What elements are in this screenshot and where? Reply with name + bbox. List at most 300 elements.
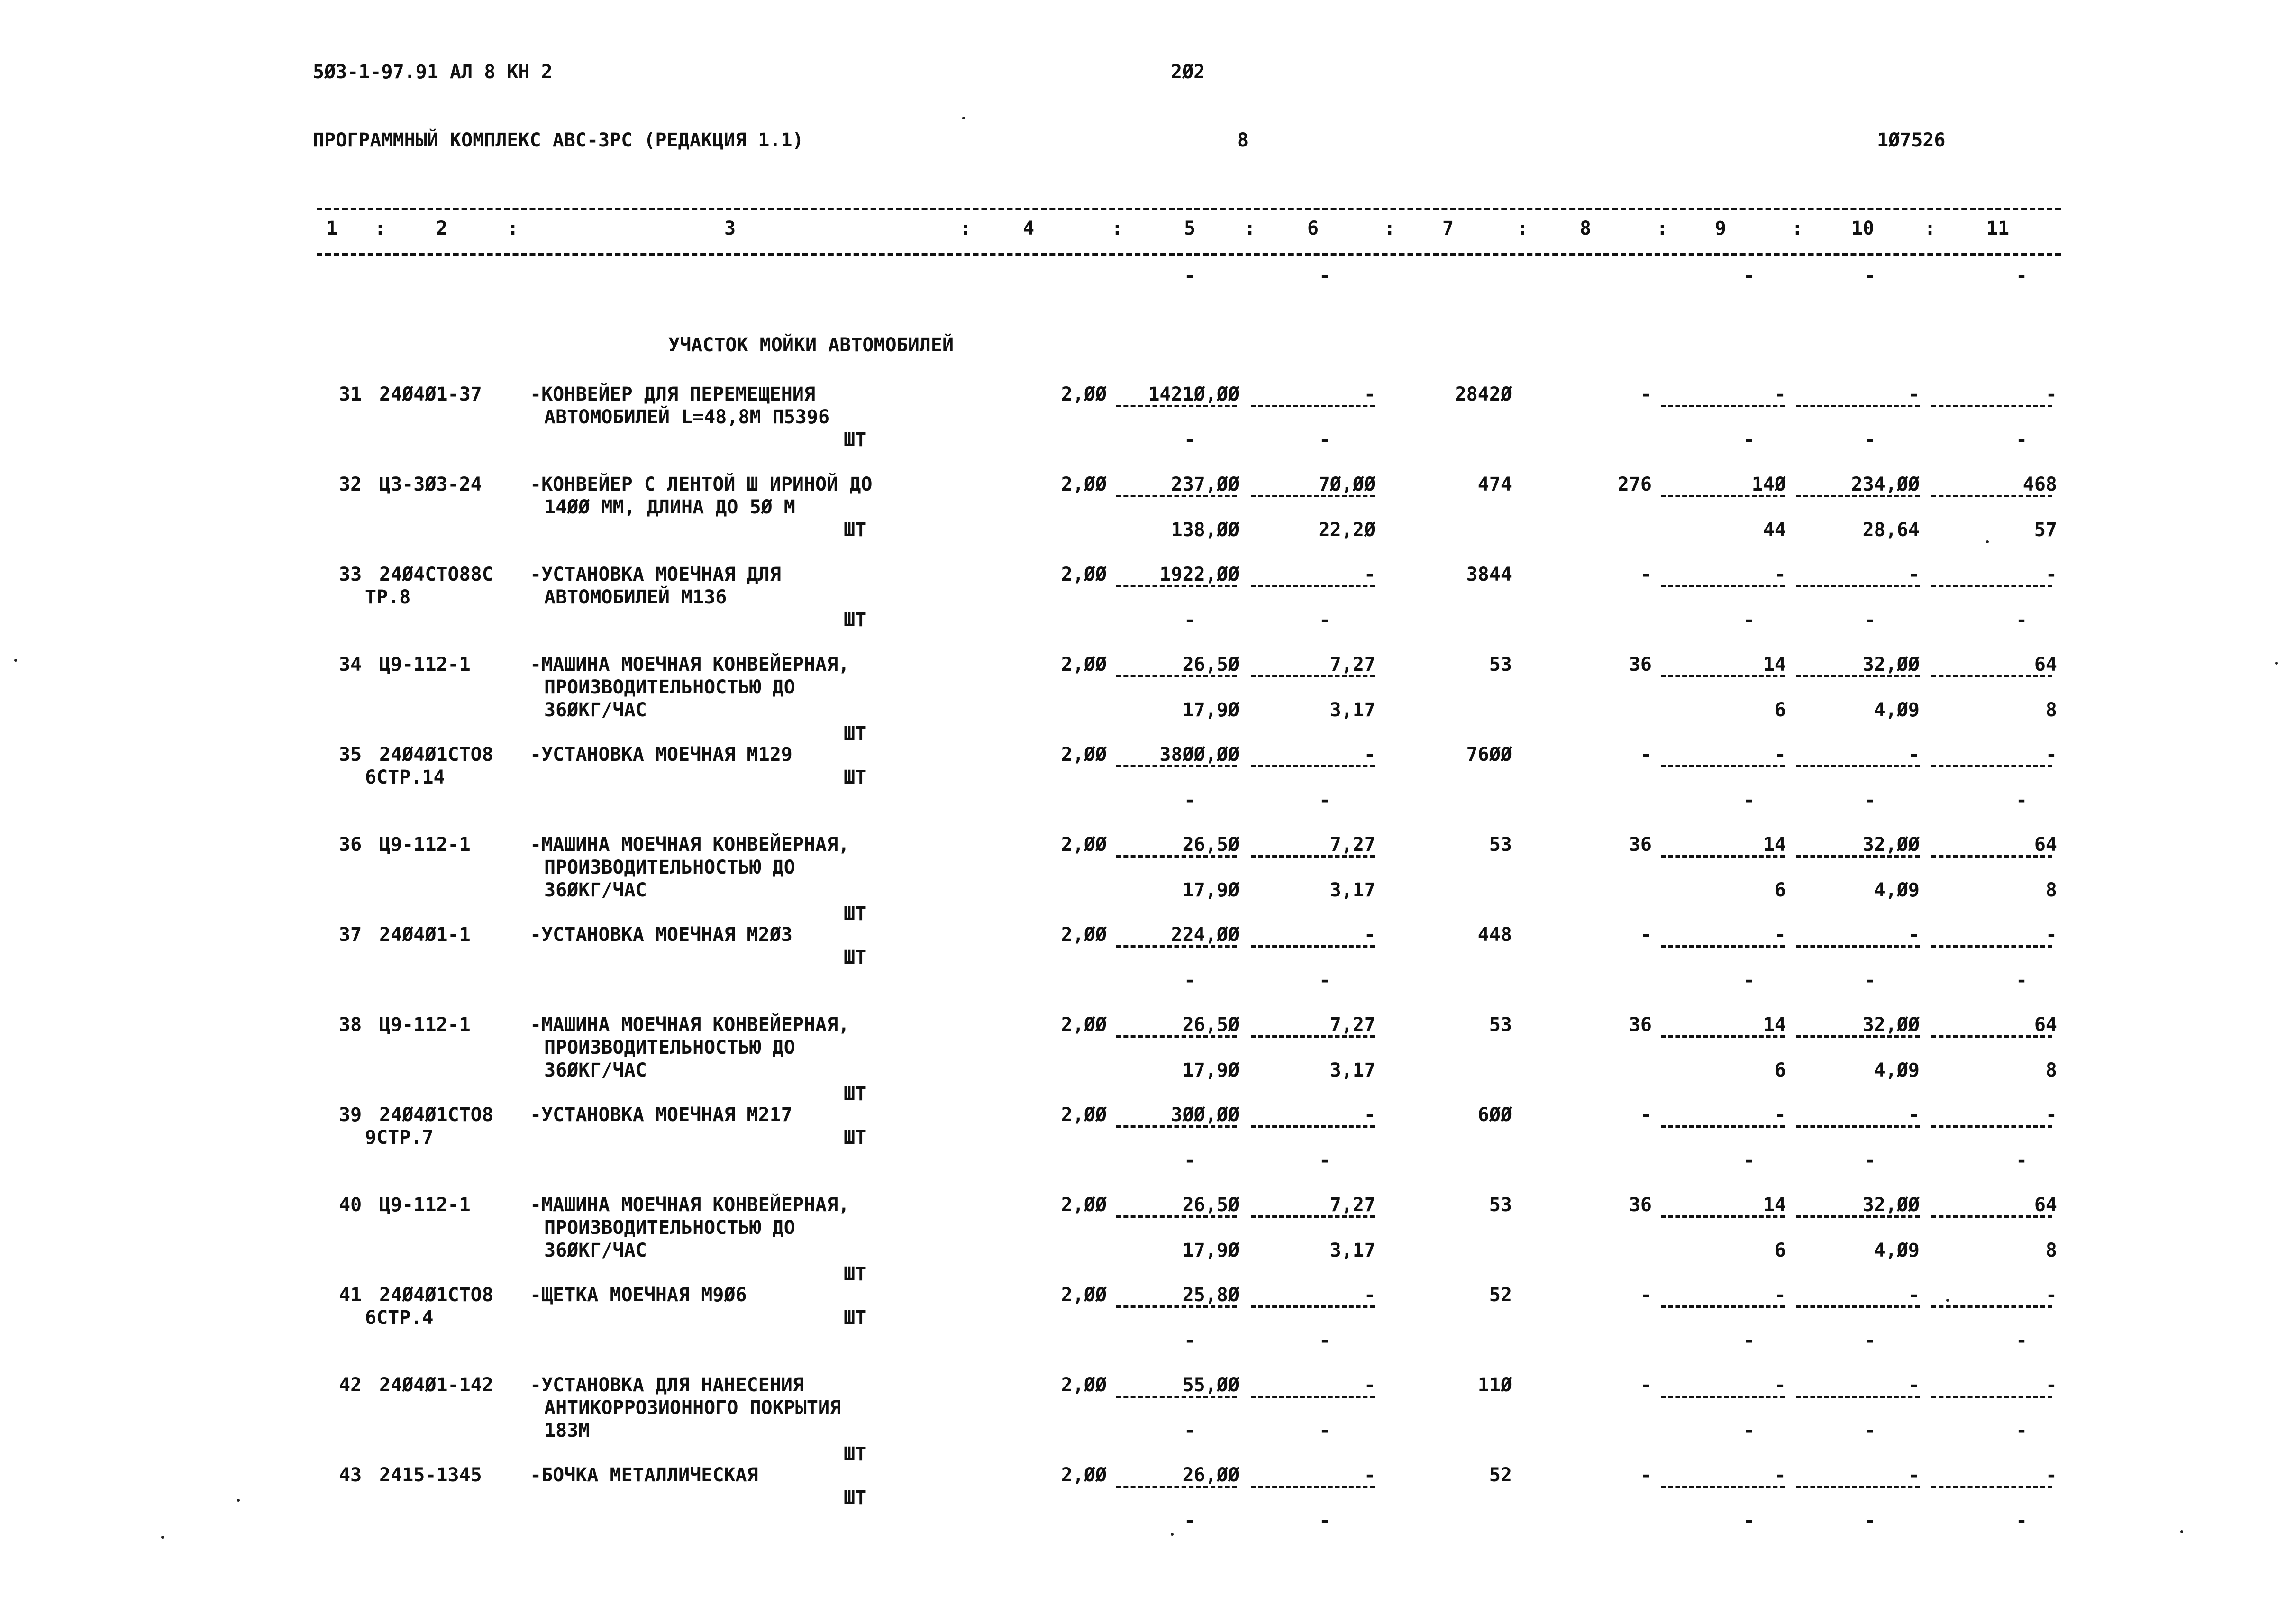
machine-cost: - (1774, 383, 1786, 405)
resource-code: Ц3-3Ø3-24 (379, 474, 482, 495)
page-number: 2Ø2 (1171, 61, 1205, 83)
total-wages: - (1640, 924, 1652, 946)
labor-total: - (2045, 744, 2057, 766)
column-header-10: 10 (1851, 218, 1875, 239)
cell-separator (1796, 1305, 1920, 1308)
wage-price: 7,27 (1330, 1014, 1375, 1036)
labor-total-part: 8 (2045, 1240, 2057, 1261)
unit-price-part: 17,9Ø (1182, 1240, 1239, 1261)
cell-separator (1931, 945, 2052, 948)
labor-unit-part: 28,64 (1862, 519, 1920, 541)
labor-total: - (2045, 1374, 2057, 1396)
labor-total: 64 (2034, 1194, 2057, 1216)
column-separator: : (1517, 218, 1529, 239)
header-mark: - (1743, 265, 1755, 287)
unit: ШТ (844, 1487, 867, 1509)
column-header-6: 6 (1307, 218, 1319, 239)
item-description: -УСТАНОВКА МОЕЧНАЯ М129 (530, 744, 792, 766)
cell-separator (1931, 585, 2052, 587)
cell-separator (1931, 1305, 2052, 1308)
labor-total-part: - (2015, 429, 2028, 451)
machine-cost: - (1774, 1374, 1786, 1396)
labor-unit: 32,ØØ (1862, 654, 1920, 675)
resource-code: 24Ø4Ø1-142 (379, 1374, 493, 1396)
labor-unit: - (1908, 1464, 1920, 1486)
wage-price: 7,27 (1330, 1194, 1375, 1216)
item-description: -УСТАНОВКА ДЛЯ НАНЕСЕНИЯ (530, 1374, 804, 1396)
wage-part: - (1319, 1420, 1331, 1442)
cell-separator (1931, 495, 2052, 497)
labor-total: - (2045, 1284, 2057, 1306)
cell-separator (1661, 1125, 1785, 1128)
unit-price-part: 17,9Ø (1182, 1059, 1239, 1081)
unit: ШТ (844, 1083, 867, 1105)
labor-unit-part: - (1864, 1510, 1876, 1532)
resource-code: Ц9-112-1 (379, 1194, 471, 1216)
cell-separator (1116, 1486, 1237, 1488)
labor-total-part: 57 (2034, 519, 2057, 541)
cell-separator (1251, 1215, 1375, 1218)
cell-separator (1931, 1486, 2052, 1488)
quantity: 2,ØØ (1061, 1464, 1107, 1486)
column-separator: : (507, 218, 519, 239)
wage-price: 7Ø,ØØ (1318, 474, 1375, 495)
wage-price: - (1364, 744, 1375, 766)
unit-price: 26,5Ø (1182, 1194, 1239, 1216)
column-header-5: 5 (1184, 218, 1196, 239)
row-number: 34 (339, 654, 362, 675)
wage-part: - (1319, 429, 1331, 451)
cell-separator (1661, 945, 1785, 948)
unit-price: 237,ØØ (1171, 474, 1239, 495)
cell-separator (1931, 1035, 2052, 1038)
cell-separator (1796, 1215, 1920, 1218)
labor-unit: 32,ØØ (1862, 834, 1920, 856)
column-header-7: 7 (1442, 218, 1454, 239)
cell-separator (1251, 1396, 1375, 1398)
wage-part: 3,17 (1330, 1059, 1375, 1081)
machine-cost: - (1774, 1104, 1786, 1126)
machine-cost: 14Ø (1751, 474, 1786, 495)
machine-cost: 14 (1763, 1194, 1786, 1216)
labor-unit-part: - (1864, 1330, 1876, 1351)
labor-unit: - (1908, 1374, 1920, 1396)
machine-part: - (1743, 609, 1755, 631)
total-wages: - (1640, 1464, 1652, 1486)
unit-price: 224,ØØ (1171, 924, 1239, 946)
quantity: 2,ØØ (1061, 474, 1107, 495)
labor-unit: - (1908, 383, 1920, 405)
unit-price-part: - (1184, 1330, 1196, 1351)
labor-total: - (2045, 1464, 2057, 1486)
wage-part: - (1319, 1150, 1331, 1171)
labor-unit-part: 4,Ø9 (1874, 1059, 1920, 1081)
item-description: ПРОИЗВОДИТЕЛЬНОСТЬЮ ДО (544, 676, 795, 698)
quantity: 2,ØØ (1061, 1194, 1107, 1216)
wage-price: - (1364, 1104, 1375, 1126)
machine-cost: - (1774, 924, 1786, 946)
total-cost: 6ØØ (1477, 1104, 1512, 1126)
total-wages: 36 (1629, 1194, 1652, 1216)
item-description: ПРОИЗВОДИТЕЛЬНОСТЬЮ ДО (544, 857, 795, 878)
cell-separator (1251, 585, 1375, 587)
item-description: 183М (544, 1420, 590, 1442)
unit-price-part: - (1184, 429, 1196, 451)
header-mark: - (1184, 265, 1196, 287)
unit: ШТ (844, 1307, 867, 1329)
cell-separator (1661, 1305, 1785, 1308)
quantity: 2,ØØ (1061, 924, 1107, 946)
unit-price-part: - (1184, 1150, 1196, 1171)
labor-unit-part: - (1864, 969, 1876, 991)
item-description: 36ØКГ/ЧАС (544, 699, 647, 721)
quantity: 2,ØØ (1061, 1374, 1107, 1396)
cell-separator (1251, 945, 1375, 948)
total-wages: - (1640, 744, 1652, 766)
cell-separator (1116, 855, 1237, 858)
cell-separator (1661, 765, 1785, 767)
row-number: 37 (339, 924, 362, 946)
unit: ШТ (844, 429, 867, 451)
cell-separator (1796, 405, 1920, 407)
machine-part: - (1743, 789, 1755, 811)
unit-price-part: 17,9Ø (1182, 699, 1239, 721)
column-header-2: 2 (436, 218, 448, 239)
row-number: 40 (339, 1194, 362, 1216)
total-cost: 11Ø (1477, 1374, 1512, 1396)
scan-speck (962, 117, 965, 119)
wage-price: 7,27 (1330, 834, 1375, 856)
cell-separator (1796, 1486, 1920, 1488)
labor-unit-part: - (1864, 789, 1876, 811)
cell-separator (1931, 675, 2052, 677)
column-header-3: 3 (724, 218, 736, 239)
cell-separator (1251, 1486, 1375, 1488)
cell-separator (1796, 495, 1920, 497)
column-header-8: 8 (1579, 218, 1592, 239)
cell-separator (1661, 1215, 1785, 1218)
cell-separator (1796, 765, 1920, 767)
cell-separator (1251, 1305, 1375, 1308)
machine-part: - (1743, 429, 1755, 451)
column-separator: : (1924, 218, 1936, 239)
unit-price: 26,5Ø (1182, 834, 1239, 856)
quantity: 2,ØØ (1061, 744, 1107, 766)
labor-unit-part: - (1864, 609, 1876, 631)
program-title: ПРОГРАММНЫЙ КОМПЛЕКС АВС-3РС (РЕДАКЦИЯ 1.1) (313, 129, 804, 151)
unit: ШТ (844, 1127, 867, 1149)
quantity: 2,ØØ (1061, 383, 1107, 405)
unit-price: 1421Ø,ØØ (1148, 383, 1239, 405)
scan-speck (1946, 1299, 1949, 1302)
total-cost: 53 (1489, 1194, 1512, 1216)
column-separator: : (1111, 218, 1123, 239)
item-description: ПРОИЗВОДИТЕЛЬНОСТЬЮ ДО (544, 1217, 795, 1239)
unit: ШТ (844, 609, 867, 631)
column-separator: : (1244, 218, 1256, 239)
quantity: 2,ØØ (1061, 564, 1107, 585)
labor-unit: - (1908, 1104, 1920, 1126)
cell-separator (1796, 945, 1920, 948)
resource-code: 24Ø4Ø1СТО8 (379, 744, 493, 766)
cell-separator (1116, 675, 1237, 677)
header-bottom-rule (317, 253, 2061, 256)
labor-total-part: 8 (2045, 1059, 2057, 1081)
labor-total-part: - (2015, 1150, 2028, 1171)
labor-total-part: - (2015, 789, 2028, 811)
unit: ШТ (844, 1443, 867, 1465)
unit: ШТ (844, 1263, 867, 1285)
resource-code: 9СТР.7 (365, 1127, 434, 1149)
wage-price: - (1364, 383, 1375, 405)
unit: ШТ (844, 519, 867, 541)
machine-part: 6 (1774, 879, 1786, 901)
quantity: 2,ØØ (1061, 1284, 1107, 1306)
machine-cost: - (1774, 564, 1786, 585)
section-title: УЧАСТОК МОЙКИ АВТОМОБИЛЕЙ (668, 334, 954, 356)
unit-price-part: 138,ØØ (1171, 519, 1239, 541)
machine-part: 6 (1774, 1240, 1786, 1261)
cell-separator (1116, 585, 1237, 587)
labor-unit: 32,ØØ (1862, 1194, 1920, 1216)
wage-part: 3,17 (1330, 699, 1375, 721)
cell-separator (1251, 855, 1375, 858)
cell-separator (1796, 675, 1920, 677)
cell-separator (1796, 855, 1920, 858)
cell-separator (1661, 585, 1785, 587)
cell-separator (1931, 765, 2052, 767)
labor-unit: - (1908, 1284, 1920, 1306)
cell-separator (1661, 1396, 1785, 1398)
unit-price-part: 17,9Ø (1182, 879, 1239, 901)
row-number: 36 (339, 834, 362, 856)
item-description: АВТОМОБИЛЕЙ М136 (544, 586, 727, 608)
unit: ШТ (844, 723, 867, 745)
item-description: -БОЧКА МЕТАЛЛИЧЕСКАЯ (530, 1464, 758, 1486)
labor-unit-part: 4,Ø9 (1874, 1240, 1920, 1261)
scan-speck (1986, 540, 1989, 543)
total-wages: - (1640, 564, 1652, 585)
total-cost: 2842Ø (1455, 383, 1512, 405)
row-number: 35 (339, 744, 362, 766)
resource-code: Ц9-112-1 (379, 834, 471, 856)
labor-unit: - (1908, 924, 1920, 946)
cell-separator (1796, 1035, 1920, 1038)
unit-price-part: - (1184, 789, 1196, 811)
scan-speck (14, 659, 17, 662)
resource-code: Ц9-112-1 (379, 1014, 471, 1036)
wage-part: - (1319, 789, 1331, 811)
total-cost: 52 (1489, 1464, 1512, 1486)
item-description: АНТИКОРРОЗИОННОГО ПОКРЫТИЯ (544, 1397, 841, 1419)
item-description: -УСТАНОВКА МОЕЧНАЯ М217 (530, 1104, 792, 1126)
total-cost: 53 (1489, 1014, 1512, 1036)
row-number: 38 (339, 1014, 362, 1036)
item-description: -МАШИНА МОЕЧНАЯ КОНВЕЙЕРНАЯ, (530, 1194, 850, 1216)
resource-code: 24Ø4Ø1СТО8 (379, 1284, 493, 1306)
column-separator: : (1657, 218, 1668, 239)
cell-separator (1661, 675, 1785, 677)
wage-price: - (1364, 1284, 1375, 1306)
item-description: -МАШИНА МОЕЧНАЯ КОНВЕЙЕРНАЯ, (530, 1014, 850, 1036)
item-description: -КОНВЕЙЕР С ЛЕНТОЙ Ш ИРИНОЙ ДО (530, 474, 873, 495)
total-wages: 36 (1629, 654, 1652, 675)
cell-separator (1796, 1125, 1920, 1128)
labor-total-part: - (2015, 1420, 2028, 1442)
header-mark: - (1864, 265, 1876, 287)
unit-price: 38ØØ,ØØ (1159, 744, 1239, 766)
column-separator: : (1792, 218, 1803, 239)
scan-speck (2180, 1530, 2183, 1533)
total-wages: 36 (1629, 834, 1652, 856)
header-mark: - (2015, 265, 2028, 287)
item-description: 36ØКГ/ЧАС (544, 1059, 647, 1081)
wage-part: 3,17 (1330, 879, 1375, 901)
machine-cost: 14 (1763, 1014, 1786, 1036)
cell-separator (1251, 495, 1375, 497)
cell-separator (1251, 405, 1375, 407)
cell-separator (1661, 495, 1785, 497)
resource-code: Ц9-112-1 (379, 654, 471, 675)
cell-separator (1661, 855, 1785, 858)
unit-price-part: - (1184, 1420, 1196, 1442)
document-number: 1Ø7526 (1877, 129, 1946, 151)
column-header-11: 11 (1986, 218, 2010, 239)
total-cost: 53 (1489, 654, 1512, 675)
resource-code: 6СТР.14 (365, 766, 445, 788)
cell-separator (1116, 1035, 1237, 1038)
cell-separator (1116, 405, 1237, 407)
labor-total-part: - (2015, 1510, 2028, 1532)
row-number: 33 (339, 564, 362, 585)
total-wages: 36 (1629, 1014, 1652, 1036)
item-description: АВТОМОБИЛЕЙ L=48,8М П5396 (544, 406, 830, 428)
header-top-rule (317, 208, 2061, 210)
total-wages: - (1640, 1104, 1652, 1126)
labor-unit-part: 4,Ø9 (1874, 699, 1920, 721)
total-cost: 3844 (1466, 564, 1512, 585)
item-description: ПРОИЗВОДИТЕЛЬНОСТЬЮ ДО (544, 1037, 795, 1058)
quantity: 2,ØØ (1061, 654, 1107, 675)
labor-total: 64 (2034, 1014, 2057, 1036)
machine-part: 44 (1763, 519, 1786, 541)
scan-speck (237, 1499, 240, 1502)
labor-total-part: - (2015, 609, 2028, 631)
labor-total-part: 8 (2045, 879, 2057, 901)
labor-unit-part: 4,Ø9 (1874, 879, 1920, 901)
quantity: 2,ØØ (1061, 1104, 1107, 1126)
quantity: 2,ØØ (1061, 834, 1107, 856)
total-wages: - (1640, 1284, 1652, 1306)
total-wages: 276 (1617, 474, 1652, 495)
cell-separator (1116, 1305, 1237, 1308)
machine-part: - (1743, 1150, 1755, 1171)
labor-total: - (2045, 383, 2057, 405)
cell-separator (1251, 765, 1375, 767)
unit: ШТ (844, 947, 867, 968)
row-number: 31 (339, 383, 362, 405)
labor-unit: 234,ØØ (1851, 474, 1920, 495)
cell-separator (1796, 585, 1920, 587)
document-code: 5Ø3-1-97.91 АЛ 8 КН 2 (313, 61, 553, 83)
cell-separator (1931, 405, 2052, 407)
total-cost: 53 (1489, 834, 1512, 856)
header-mark: - (1319, 265, 1331, 287)
total-cost: 448 (1477, 924, 1512, 946)
column-separator: : (960, 218, 972, 239)
unit-price: 1922,ØØ (1159, 564, 1239, 585)
wage-price: - (1364, 1374, 1375, 1396)
machine-part: - (1743, 1330, 1755, 1351)
resource-code: 24Ø4Ø1-1 (379, 924, 471, 946)
item-description: 14ØØ ММ, ДЛИНА ДО 5Ø М (544, 496, 795, 518)
cell-separator (1251, 675, 1375, 677)
column-header-4: 4 (1022, 218, 1035, 239)
total-cost: 76ØØ (1466, 744, 1512, 766)
section-number: 8 (1237, 129, 1249, 151)
cell-separator (1931, 1125, 2052, 1128)
cell-separator (1116, 1396, 1237, 1398)
wage-price: - (1364, 1464, 1375, 1486)
wage-price: 7,27 (1330, 654, 1375, 675)
labor-total-part: - (2015, 1330, 2028, 1351)
item-description: -МАШИНА МОЕЧНАЯ КОНВЕЙЕРНАЯ, (530, 654, 850, 675)
quantity: 2,ØØ (1061, 1014, 1107, 1036)
row-number: 43 (339, 1464, 362, 1486)
item-description: -ЩЕТКА МОЕЧНАЯ М9Ø6 (530, 1284, 747, 1306)
labor-total: - (2045, 924, 2057, 946)
item-description: 36ØКГ/ЧАС (544, 1240, 647, 1261)
wage-price: - (1364, 924, 1375, 946)
item-description: -КОНВЕЙЕР ДЛЯ ПЕРЕМЕЩЕНИЯ (530, 383, 816, 405)
cell-separator (1116, 945, 1237, 948)
unit-price: 3ØØ,ØØ (1171, 1104, 1239, 1126)
cell-separator (1251, 1035, 1375, 1038)
cell-separator (1661, 405, 1785, 407)
row-number: 42 (339, 1374, 362, 1396)
cell-separator (1661, 1035, 1785, 1038)
machine-cost: 14 (1763, 654, 1786, 675)
labor-unit: 32,ØØ (1862, 1014, 1920, 1036)
machine-part: - (1743, 1420, 1755, 1442)
labor-total: - (2045, 564, 2057, 585)
machine-part: 6 (1774, 699, 1786, 721)
unit-price: 55,ØØ (1182, 1374, 1239, 1396)
cell-separator (1931, 1396, 2052, 1398)
unit-price: 25,8Ø (1182, 1284, 1239, 1306)
item-description: -УСТАНОВКА МОЕЧНАЯ ДЛЯ (530, 564, 781, 585)
unit-price-part: - (1184, 969, 1196, 991)
item-description: 36ØКГ/ЧАС (544, 879, 647, 901)
scan-speck (1171, 1533, 1174, 1536)
resource-code: ТР.8 (365, 586, 411, 608)
labor-unit-part: - (1864, 1420, 1876, 1442)
item-description: -МАШИНА МОЕЧНАЯ КОНВЕЙЕРНАЯ, (530, 834, 850, 856)
machine-cost: 14 (1763, 834, 1786, 856)
wage-part: 22,2Ø (1318, 519, 1375, 541)
cell-separator (1116, 1215, 1237, 1218)
unit-price-part: - (1184, 609, 1196, 631)
labor-unit: - (1908, 744, 1920, 766)
cell-separator (1116, 1125, 1237, 1128)
cell-separator (1931, 855, 2052, 858)
total-wages: - (1640, 383, 1652, 405)
column-header-9: 9 (1714, 218, 1727, 239)
wage-part: - (1319, 969, 1331, 991)
column-header-1: 1 (326, 218, 338, 239)
unit-price: 26,ØØ (1182, 1464, 1239, 1486)
wage-part: 3,17 (1330, 1240, 1375, 1261)
